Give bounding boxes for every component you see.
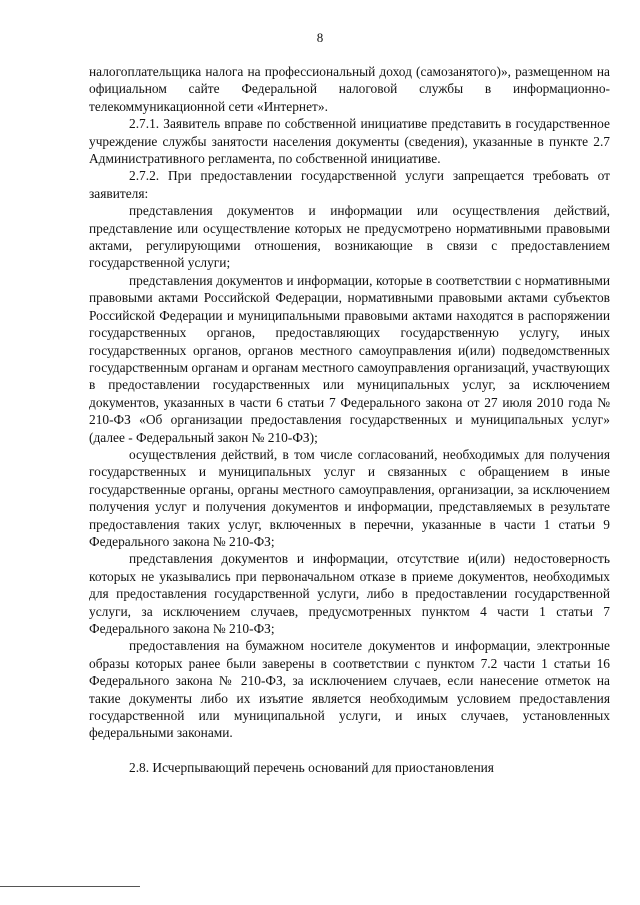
paragraph-item-documents: представления документов и информации, которые в соответствии с нормативными правовыми актами Российской Федерации, нормативными правовыми актами субъектов Российской Федерации и муниципальными правовыми актами находятся в распоряжении государственных органов, предоставляющих государственную услугу, иных государственных органов, органов местного самоуправления и(или) подведомственных государственным органам и органам местного самоуправления организаций, участвующих в предоставлении государственных или муниципальных услуг, за исключением документов, указанных в части 6 статьи 7 Федерального закона от 27 июля 2010 года № 210-ФЗ «Об организации предоставления государственных и муниципальных услуг» (далее - Федеральный закон № 210-ФЗ); (89, 272, 610, 445)
paragraph-item-paper-documents: предоставления на бумажном носителе документов и информации, электронные образы которых ранее были заверены в соответствии с пунктом 7.2 части 1 статьи 16 Федерального закона № 210-ФЗ, за исключением случаев, если нанесение отметок на такие документы либо их изъятие является необходимым условием предоставления государственной или муниципальной услуги, и иных случаев, установленных федеральными законами. (89, 638, 610, 741)
paragraph-continuation: налогоплательщика налога на профессиональный доход (самозанятого)», размещенном на официальном сайте Федеральной налоговой службы в информационно-телекоммуникационной сети «Интернет». (89, 64, 610, 114)
paragraph-2-7-2: 2.7.2. При предоставлении государственной услуги запрещается требовать от заявителя: (89, 168, 610, 201)
page-number: 8 (316, 30, 324, 45)
paragraph-item-approvals: осуществления действий, в том числе согласований, необходимых для получения государственных и муниципальных услуг и связанных с обращением в иные государственные органы, органы местного самоуправления, организации, за исключением получения услуг и получения документов и информации, представляемых в результате предоставления таких услуг, включенных в перечни, указанные в части 1 статьи 9 Федерального закона № 210-ФЗ; (89, 446, 610, 549)
paragraph-item-actions: представления документов и информации или осуществления действий, представление или осуществление которых не предусмотрено нормативными правовыми актами, регулирующими отношения, возникающие в связи с предоставлением государственной услуги; (89, 203, 610, 271)
paragraph-item-missing-documents: представления документов и информации, отсутствие и(или) недостоверность которых не указывались при первоначальном отказе в приеме документов, необходимых для предоставления государственной услуги, либо в предоставлении государственной услуги, за исключением случаев, предусмотренных пунктом 4 части 1 статьи 7 Федерального закона № 210-ФЗ; (89, 551, 610, 636)
paragraph-2-8-heading: 2.8. Исчерпывающий перечень оснований для приостановления (129, 759, 494, 775)
paragraph-2-7-1: 2.7.1. Заявитель вправе по собственной инициативе представить в государственное учреждение службы занятости населения документы (сведения), указанные в пункте 2.7 Административного регламента, по собственной инициативе. (89, 116, 610, 167)
footer-divider (0, 886, 140, 887)
document-body (89, 63, 610, 776)
